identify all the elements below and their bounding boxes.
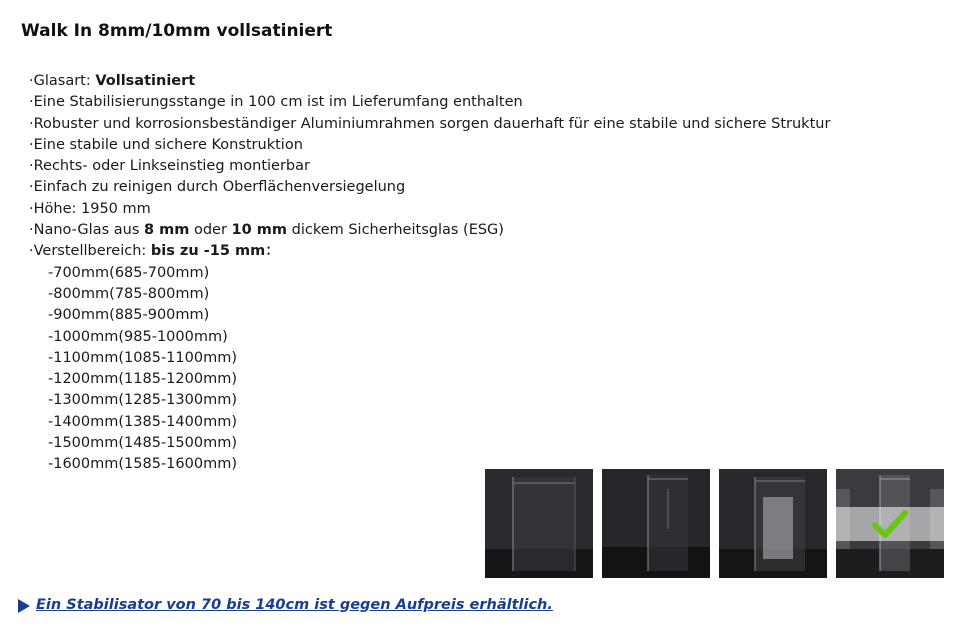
thumbnail-4[interactable] (836, 469, 944, 578)
thumbnail-2[interactable] (602, 469, 710, 578)
feature-item: ·Robuster und korrosionsbeständiger Aluminiumrahmen sorgen dauerhaft für eine stabile und sichere Struktur (29, 115, 831, 132)
feature-verstellbereich (29, 241, 830, 262)
checkmark-icon (872, 509, 908, 539)
shower-thumbnail-2 (602, 469, 710, 578)
stabilizer-note (18, 596, 553, 613)
feature-item: ·Höhe: 1950 mm (29, 200, 151, 217)
size-item: -1000mm(985-1000mm) (48, 328, 228, 345)
size-item: -1400mm(1385-1400mm) (48, 413, 237, 430)
size-item: -1100mm(1085-1100mm) (48, 349, 237, 366)
feature-glasart (29, 71, 830, 92)
thumbnail-1[interactable] (485, 469, 593, 578)
arrow-right-icon (18, 599, 30, 613)
shower-thumbnail-1 (485, 469, 593, 578)
feature-value: bis zu -15 mm： (150, 243, 280, 260)
feature-text: oder (189, 222, 232, 239)
thumbnail-gallery (485, 469, 945, 579)
thumbnail-3[interactable] (719, 469, 827, 578)
size-item: -1200mm(1185-1200mm) (48, 371, 237, 388)
size-item: -1300mm(1285-1300mm) (48, 392, 237, 409)
stabilizer-link[interactable]: Ein Stabilisator von 70 bis 140cm ist gegen Aufpreis erhältlich. (36, 596, 553, 613)
feature-item: ·Rechts- oder Linkseinstieg montierbar (29, 158, 310, 175)
feature-item: ·Einfach zu reinigen durch Oberflächenversiegelung (29, 179, 406, 196)
size-item: -700mm(685-700mm) (48, 264, 210, 281)
feature-value: Vollsatiniert (95, 73, 196, 89)
feature-item: ·Eine Stabilisierungsstange in 100 cm ist im Lieferumfang enthalten (29, 94, 523, 111)
page-title: Walk In 8mm/10mm vollsatiniert (21, 21, 333, 41)
size-item: -1600mm(1585-1600mm) (48, 456, 237, 473)
size-item: -800mm(785-800mm) (48, 285, 210, 302)
feature-item: ·Eine stabile und sichere Konstruktion (29, 136, 303, 153)
shower-thumbnail-3 (719, 469, 827, 578)
feature-value: 10 mm (231, 222, 287, 239)
feature-label: ·Verstellbereich: (29, 243, 151, 260)
size-item: -1500mm(1485-1500mm) (48, 435, 237, 452)
feature-text: dickem Sicherheitsglas (ESG) (287, 222, 504, 239)
selected-overlay (836, 507, 944, 541)
size-item: -900mm(885-900mm) (48, 307, 210, 324)
feature-label: ·Glasart: (29, 73, 96, 89)
feature-value: 8 mm (144, 222, 190, 239)
feature-list (29, 71, 830, 476)
feature-label: ·Nano-Glas aus (29, 222, 144, 239)
feature-nano-glas (29, 220, 830, 241)
